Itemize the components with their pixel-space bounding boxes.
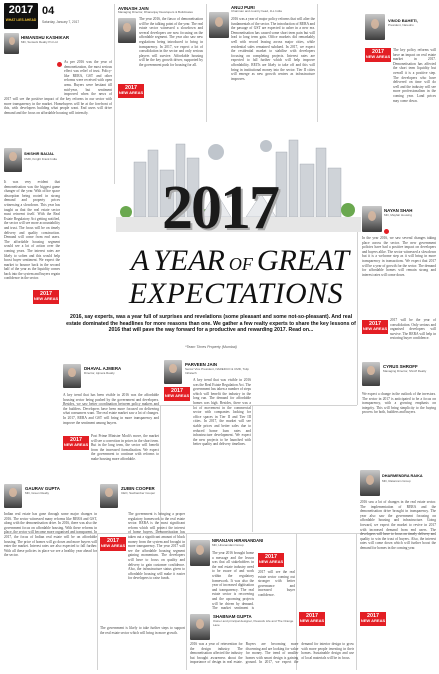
logo-year: 2017: [8, 4, 34, 16]
hero-deck: 2016, say experts, was a year full of surprises and revelations (some pleasant and some not-so-pleasant). And real estate dominated the headlines for more reasons than one. We gather a few realty experts to share the key lessons of 2016 that will pave the way forward for a productive and rewarding 2017. Read on...: [66, 314, 356, 334]
anuj-role: Chairman and country head, JLL India: [231, 10, 282, 13]
himanshu-photo: [4, 33, 19, 54]
shabnam-role: Owner and principal designer, Peacock Life and The Orange Lane: [213, 620, 294, 627]
himanshu-text: As per 2016 was the year of demonetization, the most serious effect was relief of trust. Policy-like RERA, GST and other reforms were received with open arms. Buyers were hesitant till mid-year, but sentiment improved when the news of: [64, 60, 112, 96]
parveen-name: PARVEEN JAIN: [185, 362, 218, 367]
vinod-photo: [365, 14, 385, 40]
vinod-text: The key policy reforms will have an impact on real estate market in 2017. Demonetisation has affected the short term liquidity but overall it is a positive step. The developers who have delivered on time will do well and the industry will see more professionalism in the coming year. Land prices may come down.: [393, 48, 436, 103]
cyrus-role: Managing Director, Shroff Realty: [383, 370, 427, 373]
parveen-role: Senior Vice President, NAREDCO & CMD, Tulip Infratech: [185, 368, 249, 375]
nayan-name: NAYAN SHAH: [384, 208, 413, 213]
cyrus-text: We expect a change in the outlook of the investors. The sector in 2017 is anticipated to be a focus on transparency, with a growing emphasis on integrity. This will bring simplicity to the buying process for both, builders and buyers.: [362, 392, 436, 415]
section-logo: [4, 3, 38, 29]
edition-date: Saturday, January 7, 2017: [42, 20, 80, 24]
badge-2017: 2017 NEW AREAS: [118, 84, 144, 98]
parveen-photo: [164, 360, 182, 384]
nayan-text-2: 2017 will be the year of consolidation. Only serious and organised developers will survive. The RERA will help in restoring buyer confidence.: [390, 318, 436, 341]
vinod-role: President, Naredco: [388, 24, 414, 27]
himanshu-text-2: 2017 will see the positive impact of the key reforms in our sector with more transparency in the market. Homebuyers will be at the forefront of this, with developers building what people want. End users will drive demand and the focus on affordable housing will intensify.: [4, 97, 112, 115]
shabnam-text: 2016 was a year of reinvention for the design industry. The demonetisation affected the industry but brought awareness about the importance of design in real estate. Buyers are becoming more discerning and are looking for value for money. The trend of smaller homes with smart design is gaining ground. In 2017, we expect the demand for interior design to grow with more people investing in their homes. Sustainable design and use of local materials will be in focus.: [190, 642, 354, 665]
title-a: A: [130, 244, 150, 277]
avinash-name: AVINASH JAIN: [118, 6, 149, 11]
shishir-role: CMD, Knight Frank India: [24, 158, 57, 161]
dhaval-name: DHAVAL AJMERA: [84, 366, 122, 371]
hero-credit: *Team Times Property (Mumbai): [185, 345, 237, 349]
gaurav-photo: [4, 484, 22, 508]
himanshu-role: MD, Sunteck Realty Pvt Ltd: [21, 41, 58, 44]
gaurav-name: GAURAV GUPTA: [25, 486, 60, 491]
dhaval-photo: [63, 364, 81, 388]
nayan-photo: [362, 206, 382, 232]
dhaval-role: Director, Ajmera Realty: [84, 372, 115, 375]
cyrus-photo: [362, 362, 380, 386]
dhaval-text: A key trend that has been visible in 2016 was the affordable housing sector being pushed by the government and developers. Besides, we saw better coordination between policy makers and the builders. Developers have been more focused on delivering what consumers want. The real estate market saw a lot of changes. In 2017, RERA and GST will bring in more transparency and improve the sentiment among buyers.: [63, 393, 159, 425]
avinash-photo: [118, 18, 136, 43]
anuj-text: 2016 was a year of major policy reforms that will alter the fundamentals of the sector. The introduction of RERA and the passage of GST are expected to usher in a new era. Demonetisation has caused some short term pain but will lead to long term gain. Office markets did remarkably well with record leasing across major cities, while residential sales remained subdued. In 2017, we expect the residential market to stabilise with developers focusing on completing projects. Interest rates are expected to fall further which will help improve affordability. REITs are likely to take off and this will bring in institutional money into the sector. Tier II cities will emerge as new growth centres as infrastructure improves.: [231, 17, 315, 81]
logo-caption: WHAT LIES AHEAD: [5, 18, 37, 22]
title-of: OF: [228, 254, 253, 274]
vinod-name: VINOD BAHETI,: [388, 18, 418, 23]
gaurav-role: MD, Green Realty: [25, 492, 50, 495]
niranjan-role: MD, Hiranandani Group: [212, 544, 244, 547]
title-great: GREAT: [256, 244, 350, 277]
dharmendra-name: DHARMENDRA RAIKA: [382, 474, 423, 478]
dharmendra-role: MD, Ratanram Group: [382, 480, 411, 483]
niranjan-name: NIRANJAN HIRANANDANI: [212, 538, 264, 543]
anuj-name: ANUJ PURI: [231, 5, 255, 10]
badge-2017: 2017 NEW AREAS: [33, 290, 59, 304]
hero-title-expectations: EXPECTATIONS: [128, 277, 344, 310]
shishir-name: SHISHIR BAIJAL: [24, 152, 55, 156]
hero-year: 2017: [162, 174, 278, 242]
niranjan-text-2: 2017 will see the real estate sector coming out stronger with better governance and increased buyer confidence.: [258, 570, 295, 597]
zubin-role: CEO, Sachamber Cooper: [121, 492, 156, 495]
badge-2017: 2017 NEW AREAS: [360, 612, 386, 626]
badge-2017: 2017 NEW AREAS: [299, 612, 325, 626]
badge-2017: 2017 NEW AREAS: [100, 537, 126, 551]
badge-2017: 2017 NEW AREAS: [63, 436, 89, 450]
badge-2017: 2017 NEW AREAS: [362, 320, 388, 334]
page-number: 04: [42, 5, 55, 17]
avinash-text: The year 2016, the fiasco of demonetisation will be the talking point of the year. The real estate sector witnessed a slowdown and several developers are now focusing on the affordable segment. The year also saw new regulations being introduced to bring in transparency. In 2017, we expect a lot of consolidation in the sector and only serious players will survive. Affordable housing will be the key growth driver, supported by the government push for housing for all.: [139, 17, 203, 67]
hero-title: [110, 244, 370, 280]
shabnam-name: SHABNAM GUPTA: [213, 614, 252, 619]
parveen-text: A key trend that was visible in 2016 was the Real Estate Regulation Act. The government has taken a number of steps which will benefit the industry in the long run. The demand for affordable homes was high. Besides, there was a lot of movement in the commercial sector with companies looking for office spaces in Tier II and Tier III cities. In 2017, the market will see stable prices and better sales due to reduced home loan rates and infrastructure development. We expect the new projects to be launched with better quality and delivery timelines.: [193, 378, 251, 447]
shishir-text: It was very evident that demonetisation was the biggest game changer of the year. With office space absorption being rooted in strong demand and property prices witnessing a slowdown. This year has taught us that the real estate sector must reinvent itself. With the Real Estate Regulatory Act getting notified, the sector will see more accountability and trust. The focus will be on timely delivery and quality construction. Demand will come from end users. The affordable housing segment would see a lot of action over the coming years. The interest rates are likely to soften and this would help boost buyer sentiment. We expect the market to bounce back in the second half of the year as the liquidity comes back into the system and buyers regain confidence in the sector.: [4, 180, 60, 281]
dhaval-text-2: Post Prime Minister Modi's move, the market will see a correction in prices in the short term. But in the long term, the sector will benefit from the increased formalisation. We expect the government to continue with reforms to make housing more affordable.: [91, 434, 159, 461]
niranjan-photo: [190, 540, 210, 566]
zubin-text-2: The government is likely to take further steps to support the real estate sector which will bring in more growth.: [100, 626, 185, 635]
bullet-marker: [57, 62, 62, 67]
dharmendra-photo: [360, 470, 380, 496]
cyrus-name: CYRUS SHROFF: [383, 364, 418, 369]
avinash-role: Managing Director, Dhananjay Developers & Buildmates: [118, 11, 193, 14]
zubin-name: ZUBIN COOPER: [121, 486, 155, 491]
shabnam-photo: [190, 614, 210, 640]
himanshu-name: HIMANSHU KASHIKAR: [21, 35, 70, 40]
zubin-photo: [100, 484, 118, 508]
bullet-marker: [384, 229, 389, 234]
shishir-photo: [4, 148, 22, 172]
anuj-photo: [209, 12, 229, 38]
title-year-word: YEAR: [153, 244, 225, 277]
nayan-text: In the year 2016, we saw several changes taking place across the sector. The new government policies have had a positive impact on developers and buyers alike. The sector witnessed a slowdown but it is a welcome step as it will bring in more transparency in transactions. We expect that 2017 will be a year of growth for the sector. The demand for affordable homes will remain strong and interest rates will come down.: [362, 236, 436, 277]
badge-2017: 2017 NEW AREAS: [365, 48, 391, 62]
nayan-role: MD, Mayfair Housing: [384, 214, 413, 217]
badge-2017: 2017 NEW AREAS: [258, 553, 284, 567]
niranjan-text: The year 2016 brought home a message and the lesson was that all stakeholders in the real estate industry need to be aware of and work within the regulatory framework. It was also the year of increased digitisation and transparency. The real estate sector is recovering and the upcoming projects will be driven by demand. The market sentiment is: [212, 551, 254, 611]
dharmendra-text: 2016 saw a lot of changes in the real estate sector. The implementation of RERA and the demonetisation drive brought in transparency. The year also saw the government focusing on affordable housing and infrastructure. Going forward, we expect the market to revive in 2017 with increased demand from end users. The developers will have to focus on timely delivery and quality to win the trust of buyers. Also, the interest rates will come down which will further boost the demand for homes in the coming year.: [360, 500, 436, 550]
badge-2017: 2017 NEW AREAS: [164, 387, 190, 401]
gaurav-text: Indian real estate has gone through some major changes in 2016. The sector witnessed many reforms like RERA and GST, along with the demonetisation drive. In 2016, there was also the government focus on affordable housing. With these reforms in place, the sector will become more organised and transparent. In 2017, the focus of Indian real estate will be on affordable housing. The price of homes will go down and more buyers will enter the market. Interest rates are also expected to fall further. With all these policies in place we see a healthy year ahead for the sector.: [4, 512, 97, 558]
zubin-text: The government is bringing a proper regulatory framework to the real estate sector. RERA is the most significant reform which will protect the interest of home buyers. Demonetisation has taken out a significant amount of black money from the system and brought in more transparency. The year 2017 will see the affordable housing segment gaining momentum. The developers will have to focus on quality and delivery to gain customer confidence. Also, the infrastructure status given to affordable housing will make it easier for developers to raise funds.: [128, 512, 185, 581]
